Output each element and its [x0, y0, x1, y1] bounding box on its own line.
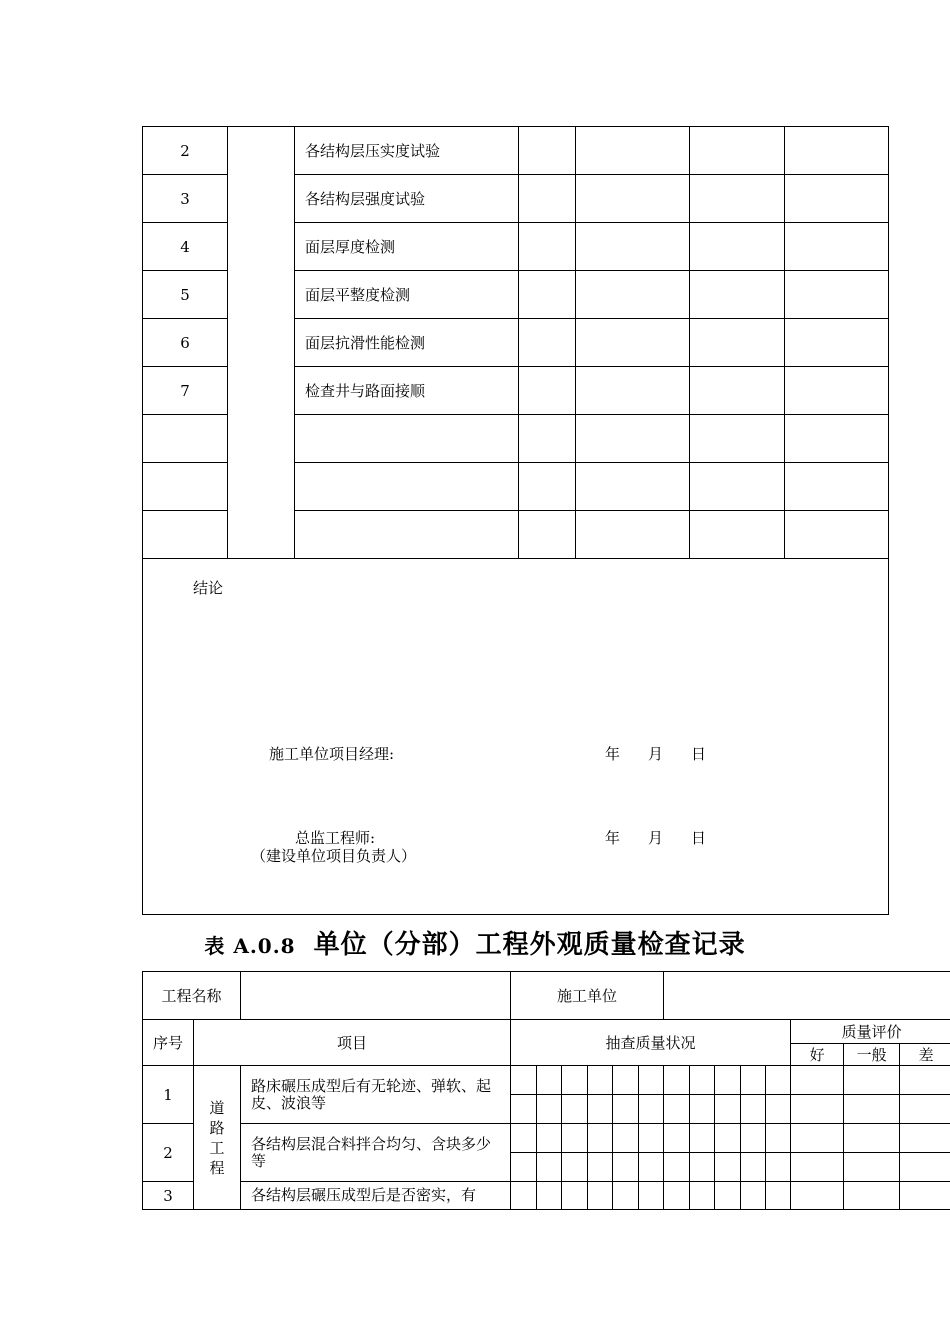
result-cell — [690, 271, 785, 319]
item-name: 面层厚度检测 — [295, 223, 519, 271]
no-header: 序号 — [143, 1020, 194, 1066]
item-name: 面层抗滑性能检测 — [295, 319, 519, 367]
result-cell — [690, 223, 785, 271]
result-cell — [690, 511, 785, 559]
rating-cell — [844, 1066, 900, 1095]
rating-cell — [844, 1124, 900, 1153]
check-cell — [740, 1066, 766, 1095]
table-title — [0, 924, 950, 961]
table-row — [143, 1066, 950, 1095]
conclusion-row — [143, 559, 889, 915]
rating-cell — [791, 1066, 844, 1095]
check-cell — [562, 1095, 588, 1124]
check-cell — [766, 1182, 791, 1210]
check-cell — [689, 1124, 715, 1153]
date-line-1 — [605, 743, 706, 764]
table-title-text: 单位（分部）工程外观质量检查记录 — [313, 930, 746, 960]
result-cell — [576, 319, 690, 367]
check-cell — [689, 1182, 715, 1210]
item-name: 各结构层混合料拌合均匀、含块多少等 — [241, 1124, 511, 1182]
result-cell — [690, 367, 785, 415]
check-cell — [664, 1182, 690, 1210]
item-name: 各结构层碾压成型后是否密实，有 — [241, 1182, 511, 1210]
table-number: 表 A.0.8 — [204, 934, 296, 958]
project-name-label: 工程名称 — [143, 972, 241, 1020]
result-cell — [519, 511, 576, 559]
row-number: 5 — [143, 271, 228, 319]
rating-good: 好 — [791, 1044, 844, 1066]
table-row — [143, 1182, 950, 1210]
rating-average: 一般 — [844, 1044, 900, 1066]
check-cell — [613, 1095, 639, 1124]
result-cell — [785, 415, 889, 463]
check-cell — [740, 1095, 766, 1124]
rating-cell — [900, 1095, 950, 1124]
check-cell — [766, 1066, 791, 1095]
check-cell — [536, 1124, 562, 1153]
conclusion-cell — [143, 559, 889, 915]
check-cell — [638, 1182, 664, 1210]
result-cell — [785, 511, 889, 559]
item-name: 各结构层强度试验 — [295, 175, 519, 223]
check-cell — [613, 1182, 639, 1210]
check-cell — [562, 1153, 588, 1182]
check-cell — [638, 1095, 664, 1124]
check-cell — [587, 1124, 613, 1153]
result-cell — [519, 463, 576, 511]
contractor-label: 施工单位 — [511, 972, 664, 1020]
day-label: 日 — [691, 745, 707, 763]
check-cell — [613, 1066, 639, 1095]
row-number — [143, 463, 228, 511]
result-cell — [785, 271, 889, 319]
group-cell — [228, 127, 295, 559]
rating-cell — [900, 1153, 950, 1182]
rating-cell — [791, 1124, 844, 1153]
item-name: 路床碾压成型后有无轮迹、弹软、起皮、波浪等 — [241, 1066, 511, 1124]
result-cell — [690, 127, 785, 175]
item-name: 各结构层压实度试验 — [295, 127, 519, 175]
check-cell — [766, 1153, 791, 1182]
check-cell — [511, 1182, 537, 1210]
table-row — [143, 1124, 950, 1153]
result-cell — [576, 367, 690, 415]
appearance-quality-table — [142, 971, 950, 1210]
rating-cell — [791, 1095, 844, 1124]
result-cell — [785, 127, 889, 175]
result-cell — [785, 367, 889, 415]
rating-header: 质量评价 — [791, 1020, 950, 1044]
table-row — [143, 127, 889, 175]
check-cell — [664, 1153, 690, 1182]
check-cell — [664, 1124, 690, 1153]
result-cell — [785, 175, 889, 223]
chief-engineer-label: 总监工程师: — [295, 829, 376, 847]
contractor-value — [664, 972, 950, 1020]
rating-cell — [844, 1095, 900, 1124]
month-label: 月 — [648, 829, 664, 847]
check-cell — [715, 1182, 741, 1210]
result-cell — [576, 127, 690, 175]
item-name: 检查井与路面接顺 — [295, 367, 519, 415]
check-cell — [664, 1095, 690, 1124]
result-cell — [519, 271, 576, 319]
check-cell — [587, 1095, 613, 1124]
check-cell — [536, 1095, 562, 1124]
check-cell — [613, 1153, 639, 1182]
group-label-text: 道 路 工 程 — [209, 1098, 225, 1177]
item-header: 项目 — [194, 1020, 511, 1066]
item-name — [295, 511, 519, 559]
check-cell — [511, 1124, 537, 1153]
day-label: 日 — [691, 829, 707, 847]
year-label: 年 — [605, 745, 621, 763]
check-cell — [715, 1095, 741, 1124]
result-cell — [519, 415, 576, 463]
check-cell — [766, 1095, 791, 1124]
item-name — [295, 415, 519, 463]
result-cell — [785, 319, 889, 367]
check-cell — [562, 1124, 588, 1153]
check-cell — [511, 1153, 537, 1182]
check-cell — [715, 1153, 741, 1182]
row-number: 2 — [143, 127, 228, 175]
date-line-2 — [605, 827, 706, 848]
check-cell — [536, 1066, 562, 1095]
check-cell — [638, 1066, 664, 1095]
result-cell — [519, 175, 576, 223]
owner-label: （建设单位项目负责人） — [251, 847, 417, 865]
result-cell — [690, 463, 785, 511]
project-name-value — [241, 972, 511, 1020]
row-number: 2 — [143, 1124, 194, 1182]
result-cell — [519, 319, 576, 367]
check-cell — [536, 1182, 562, 1210]
result-cell — [576, 271, 690, 319]
row-number: 7 — [143, 367, 228, 415]
column-header-row — [143, 1020, 950, 1044]
result-cell — [576, 415, 690, 463]
item-name — [295, 463, 519, 511]
result-cell — [576, 511, 690, 559]
result-cell — [519, 127, 576, 175]
result-cell — [576, 175, 690, 223]
conclusion-label: 结论 — [193, 579, 224, 597]
check-cell — [638, 1153, 664, 1182]
rating-cell — [900, 1124, 950, 1153]
rating-cell — [900, 1066, 950, 1095]
month-label: 月 — [648, 745, 664, 763]
header-row — [143, 972, 950, 1020]
result-cell — [576, 463, 690, 511]
result-cell — [690, 415, 785, 463]
check-cell — [562, 1066, 588, 1095]
check-cell — [587, 1066, 613, 1095]
row-number: 3 — [143, 175, 228, 223]
year-label: 年 — [605, 829, 621, 847]
rating-cell — [844, 1182, 900, 1210]
check-cell — [740, 1153, 766, 1182]
row-number: 3 — [143, 1182, 194, 1210]
check-cell — [766, 1124, 791, 1153]
check-cell — [587, 1153, 613, 1182]
rating-cell — [900, 1182, 950, 1210]
row-number — [143, 415, 228, 463]
row-number: 4 — [143, 223, 228, 271]
check-cell — [689, 1066, 715, 1095]
result-cell — [785, 223, 889, 271]
check-cell — [689, 1095, 715, 1124]
sampling-header: 抽查质量状况 — [511, 1020, 791, 1066]
row-number: 6 — [143, 319, 228, 367]
check-cell — [740, 1182, 766, 1210]
row-number — [143, 511, 228, 559]
test-results-table — [142, 126, 889, 915]
result-cell — [690, 319, 785, 367]
result-cell — [690, 175, 785, 223]
result-cell — [576, 223, 690, 271]
check-cell — [689, 1153, 715, 1182]
check-cell — [638, 1124, 664, 1153]
result-cell — [519, 223, 576, 271]
group-label — [194, 1066, 241, 1210]
manager-label: 施工单位项目经理: — [269, 745, 395, 763]
rating-cell — [791, 1182, 844, 1210]
row-number: 1 — [143, 1066, 194, 1124]
result-cell — [785, 463, 889, 511]
rating-cell — [791, 1153, 844, 1182]
result-cell — [519, 367, 576, 415]
item-name: 面层平整度检测 — [295, 271, 519, 319]
check-cell — [664, 1066, 690, 1095]
check-cell — [511, 1095, 537, 1124]
check-cell — [562, 1182, 588, 1210]
check-cell — [587, 1182, 613, 1210]
check-cell — [511, 1066, 537, 1095]
check-cell — [536, 1153, 562, 1182]
check-cell — [613, 1124, 639, 1153]
check-cell — [715, 1066, 741, 1095]
check-cell — [715, 1124, 741, 1153]
check-cell — [740, 1124, 766, 1153]
rating-cell — [844, 1153, 900, 1182]
rating-poor: 差 — [900, 1044, 950, 1066]
